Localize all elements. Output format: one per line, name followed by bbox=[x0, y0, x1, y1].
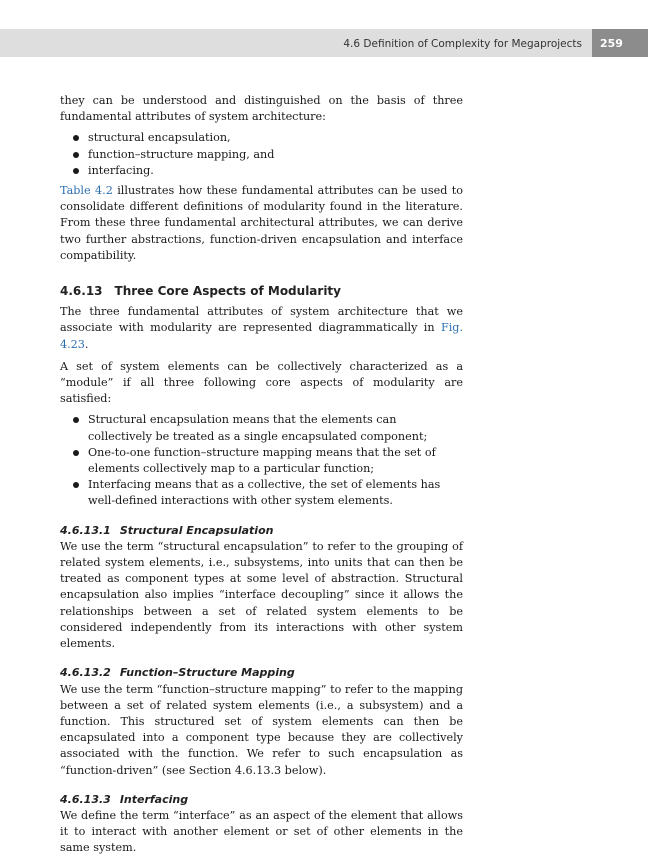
intro-paragraph: they can be understood and distinguished on the basis of three fundamental attributes of system architecture: bbox=[60, 94, 463, 124]
bullet-icon bbox=[73, 152, 79, 158]
bullet-icon bbox=[73, 417, 79, 423]
list-item: function–structure mapping, and bbox=[60, 147, 463, 163]
page-body bbox=[60, 93, 463, 857]
subsection-heading: 4.6.13.3 Interfacing bbox=[60, 792, 189, 806]
section-number: 4.6.13 bbox=[60, 284, 103, 299]
table-4-2-link[interactable]: Table 4.2 bbox=[60, 184, 113, 198]
bullet-icon bbox=[73, 482, 79, 488]
list-item: Structural encapsulation means that the elements can collectively be treated as a single encapsulated component; bbox=[60, 412, 463, 444]
list-item: structural encapsulation, bbox=[60, 130, 463, 146]
subsection-heading: 4.6.13.2 Function–Structure Mapping bbox=[60, 666, 295, 680]
subsection-paragraph: We use the term “structural encapsulation” to refer to the grouping of related system elements, i.e., subsystems, into units that can then be treated as component types at some level of abstraction. Structural encapsulation also implies “interface decoupling” since it allows the relationships between a set of related system elements to be considered independently from its interactions with other system elements. bbox=[60, 539, 463, 651]
aspects-list bbox=[60, 412, 463, 509]
subsection-paragraph: We define the term “interface” as an aspect of the element that allows it to interact with another element or set of other elements in the same system. bbox=[60, 808, 463, 855]
bullet-icon bbox=[73, 450, 79, 456]
section-heading bbox=[60, 283, 463, 299]
attributes-list bbox=[60, 130, 463, 179]
section-paragraph-2: A set of system elements can be collectively characterized as a “module” if all three following core aspects of modularity are satisfied: bbox=[60, 359, 463, 406]
running-header-title: 4.6 Definition of Complexity for Megaprojects bbox=[343, 38, 582, 50]
table-paragraph-text: illustrates how these fundamental attributes can be used to consolidate different definitions of modularity found in the literature. From these three fundamental architectural attributes, we can derive two further abstractions, function-driven encapsulation and interface compatibility. bbox=[60, 184, 463, 262]
table-reference-paragraph bbox=[60, 183, 463, 264]
list-item: One-to-one function–structure mapping means that the set of elements collectively map to a particular function; bbox=[60, 445, 463, 477]
list-item: Interfacing means that as a collective, the set of elements has well-defined interactions with other system elements. bbox=[60, 477, 463, 509]
list-item: interfacing. bbox=[60, 163, 463, 179]
page-number: 259 bbox=[592, 29, 648, 57]
bullet-icon bbox=[73, 135, 79, 141]
subsection-paragraph: We use the term “function–structure mapping” to refer to the mapping between a set of related system elements (i.e., a subsystem) and a function. This structured set of system elements can then be encapsulated into a component type because they are collectively associated with the function. We refer to such encapsulation as “function-driven” (see Section 4.6.13.3 below). bbox=[60, 682, 463, 777]
section-title: Three Core Aspects of Modularity bbox=[114, 284, 341, 299]
section-paragraph-1: The three fundamental attributes of system architecture that we associate with modularity are represented diagrammatically in Fig. 4.23. bbox=[60, 305, 463, 351]
bullet-icon bbox=[73, 168, 79, 174]
figure-4-23-link[interactable]: Fig. 4.23 bbox=[60, 321, 463, 351]
subsection-heading: 4.6.13.1 Structural Encapsulation bbox=[60, 523, 274, 537]
